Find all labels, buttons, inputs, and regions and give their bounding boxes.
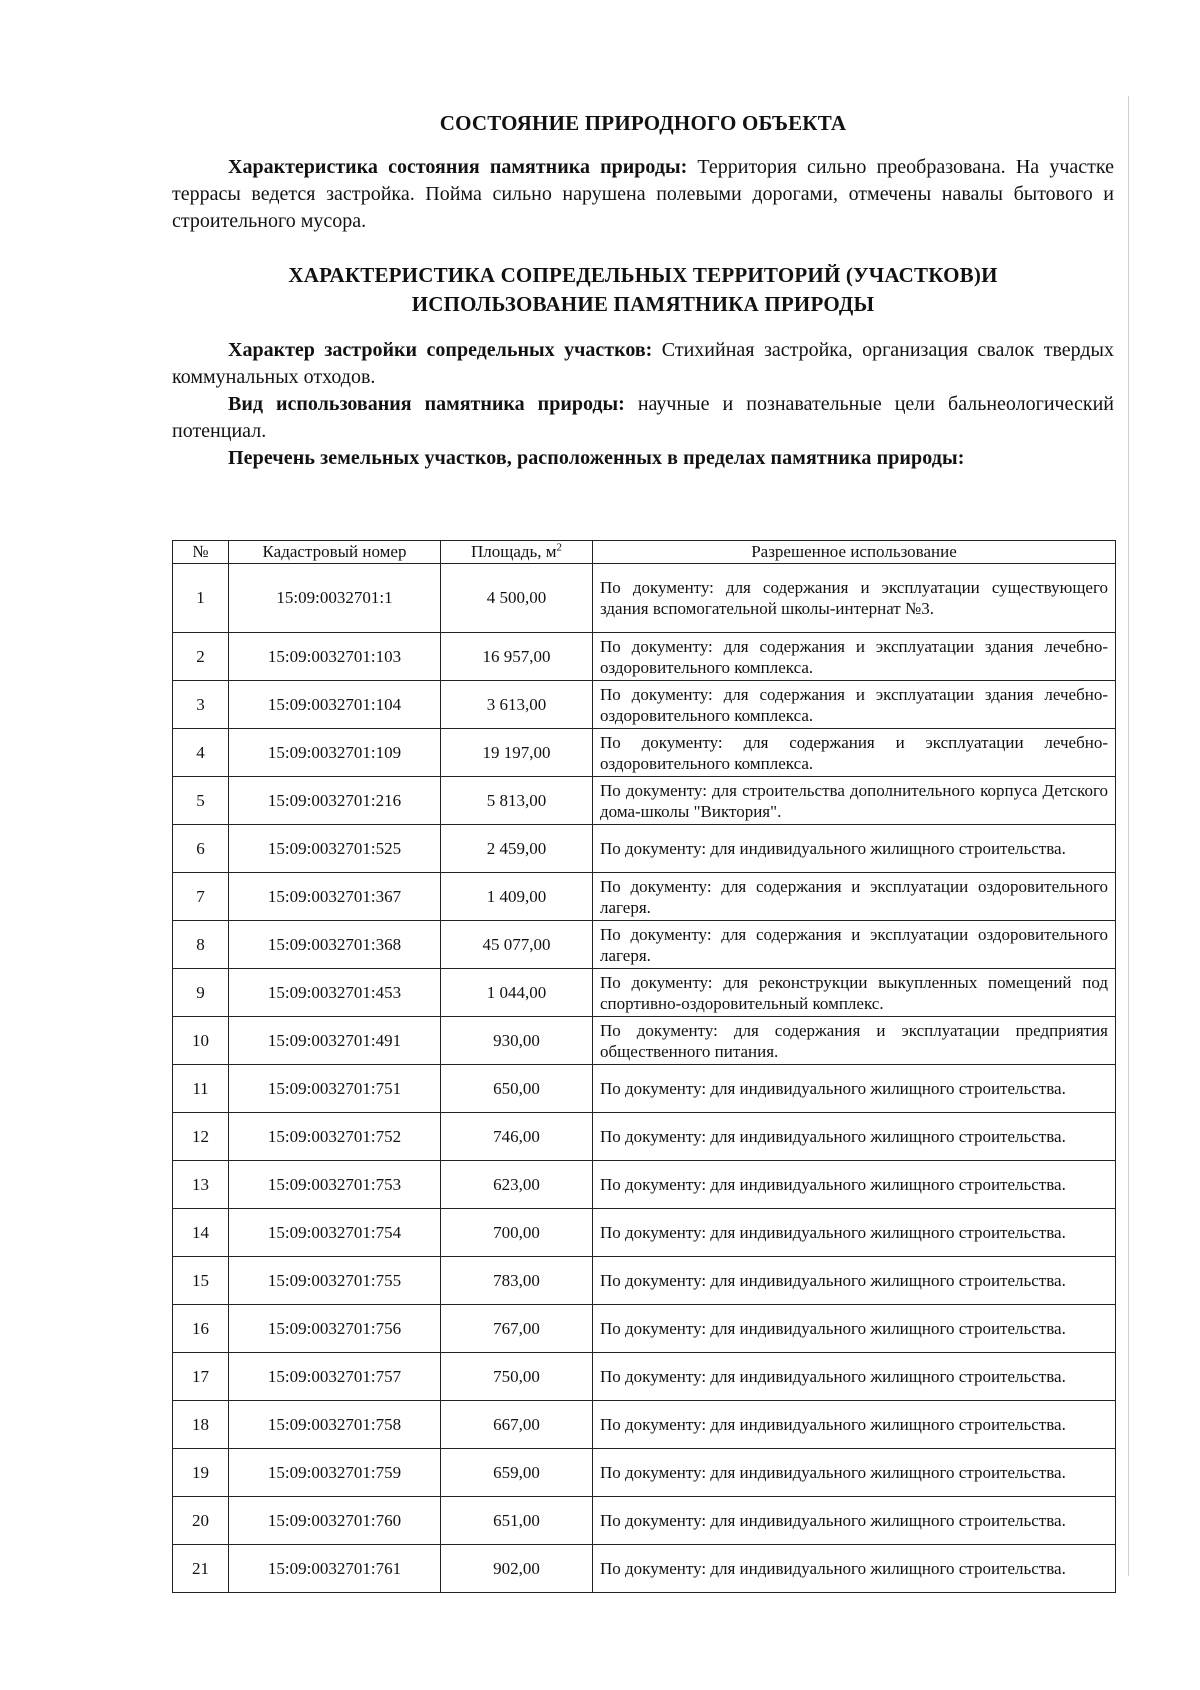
cell-cadastral: 15:09:0032701:216 (229, 777, 441, 825)
cell-area: 650,00 (441, 1065, 593, 1113)
cell-num: 2 (173, 633, 229, 681)
cell-area: 16 957,00 (441, 633, 593, 681)
table-row (173, 1017, 1116, 1065)
cell-usage: По документу: для индивидуального жилищного строительства. (593, 1257, 1116, 1305)
cell-usage: По документу: для индивидуального жилищного строительства. (593, 1401, 1116, 1449)
section-title-line2: ИСПОЛЬЗОВАНИЕ ПАМЯТНИКА ПРИРОДЫ (411, 292, 875, 316)
cell-usage: По документу: для строительства дополнительного корпуса Детского дома-школы "Виктория". (593, 777, 1116, 825)
cell-area: 2 459,00 (441, 825, 593, 873)
cell-cadastral: 15:09:0032701:757 (229, 1353, 441, 1401)
cell-num: 11 (173, 1065, 229, 1113)
cell-area: 1 409,00 (441, 873, 593, 921)
cell-area: 5 813,00 (441, 777, 593, 825)
section-title-state: СОСТОЯНИЕ ПРИРОДНОГО ОБЪЕКТА (439, 111, 847, 135)
cell-usage: По документу: для содержания и эксплуатации оздоровительного лагеря. (593, 873, 1116, 921)
cell-area: 651,00 (441, 1497, 593, 1545)
cell-usage: По документу: для индивидуального жилищного строительства. (593, 1305, 1116, 1353)
cell-cadastral: 15:09:0032701:756 (229, 1305, 441, 1353)
table-row (173, 1161, 1116, 1209)
cell-cadastral: 15:09:0032701:759 (229, 1449, 441, 1497)
cell-area: 19 197,00 (441, 729, 593, 777)
table-row (173, 1497, 1116, 1545)
cell-area: 700,00 (441, 1209, 593, 1257)
cell-usage: По документу: для реконструкции выкупленных помещений под спортивно-оздоровительный комплекс. (593, 969, 1116, 1017)
section-title-line1: ХАРАКТЕРИСТИКА СОПРЕДЕЛЬНЫХ ТЕРРИТОРИЙ (УЧАСТКОВ)И (288, 263, 998, 287)
cell-usage: По документу: для индивидуального жилищного строительства. (593, 1209, 1116, 1257)
cell-cadastral: 15:09:0032701:368 (229, 921, 441, 969)
cell-num: 20 (173, 1497, 229, 1545)
usage-text: научные и познавательные цели бальнеологический потенциал. (172, 393, 1114, 442)
cell-area: 783,00 (441, 1257, 593, 1305)
cell-area: 4 500,00 (441, 564, 593, 633)
cell-usage: По документу: для индивидуального жилищного строительства. (593, 1449, 1116, 1497)
cell-num: 12 (173, 1113, 229, 1161)
table-row (173, 729, 1116, 777)
table-row (173, 1257, 1116, 1305)
table-row (173, 1449, 1116, 1497)
cell-num: 19 (173, 1449, 229, 1497)
cell-area: 623,00 (441, 1161, 593, 1209)
cell-cadastral: 15:09:0032701:755 (229, 1257, 441, 1305)
cell-usage: По документу: для содержания и эксплуатации лечебно-оздоровительного комплекса. (593, 729, 1116, 777)
usage-label: Вид использования памятника природы: (228, 393, 625, 415)
cell-cadastral: 15:09:0032701:751 (229, 1065, 441, 1113)
cell-usage: По документу: для содержания и эксплуатации здания лечебно-оздоровительного комплекса. (593, 633, 1116, 681)
cell-usage: По документу: для содержания и эксплуатации здания лечебно-оздоровительного комплекса. (593, 681, 1116, 729)
cell-num: 14 (173, 1209, 229, 1257)
cell-area: 746,00 (441, 1113, 593, 1161)
cell-cadastral: 15:09:0032701:760 (229, 1497, 441, 1545)
header-area (441, 541, 593, 564)
cell-area: 45 077,00 (441, 921, 593, 969)
table-row (173, 1545, 1116, 1593)
table-row (173, 1113, 1116, 1161)
cell-num: 8 (173, 921, 229, 969)
cell-num: 17 (173, 1353, 229, 1401)
condition-paragraph (172, 154, 1114, 235)
cell-area: 902,00 (441, 1545, 593, 1593)
table-row (173, 777, 1116, 825)
cell-usage: По документу: для индивидуального жилищного строительства. (593, 1161, 1116, 1209)
cell-num: 5 (173, 777, 229, 825)
cell-cadastral: 15:09:0032701:109 (229, 729, 441, 777)
table-row (173, 969, 1116, 1017)
cell-cadastral: 15:09:0032701:752 (229, 1113, 441, 1161)
cell-usage: По документу: для индивидуального жилищного строительства. (593, 1353, 1116, 1401)
condition-text: Территория сильно преобразована. На участке террасы ведется застройка. Пойма сильно нарушена полевыми дорогами, отмечены навалы бытового и строительного мусора. (172, 156, 1114, 232)
development-label: Характер застройки сопредельных участков: (228, 339, 653, 361)
cell-usage: По документу: для индивидуального жилищного строительства. (593, 1545, 1116, 1593)
header-area-label: Площадь, м (470, 542, 557, 561)
table-row (173, 825, 1116, 873)
land-plots-table (172, 540, 1116, 1593)
table-row (173, 681, 1116, 729)
cell-usage: По документу: для индивидуального жилищного строительства. (593, 1113, 1116, 1161)
cell-cadastral: 15:09:0032701:753 (229, 1161, 441, 1209)
cell-usage: По документу: для содержания и эксплуатации предприятия общественного питания. (593, 1017, 1116, 1065)
table-row (173, 1209, 1116, 1257)
cell-num: 3 (173, 681, 229, 729)
cell-num: 15 (173, 1257, 229, 1305)
cell-num: 16 (173, 1305, 229, 1353)
section-title-adjacent (172, 261, 1114, 319)
table-row (173, 1305, 1116, 1353)
cell-num: 7 (173, 873, 229, 921)
document-page (172, 108, 1114, 472)
cell-num: 1 (173, 564, 229, 633)
cell-usage: По документу: для индивидуального жилищного строительства. (593, 825, 1116, 873)
cell-cadastral: 15:09:0032701:758 (229, 1401, 441, 1449)
table-row (173, 633, 1116, 681)
cell-area: 767,00 (441, 1305, 593, 1353)
header-cadastral: Кадастровый номер (229, 541, 441, 564)
table-header-row (173, 541, 1116, 564)
table-body (173, 564, 1116, 1593)
cell-area: 659,00 (441, 1449, 593, 1497)
cell-area: 930,00 (441, 1017, 593, 1065)
cell-usage: По документу: для содержания и эксплуатации оздоровительного лагеря. (593, 921, 1116, 969)
usage-paragraph (172, 391, 1114, 445)
cell-num: 18 (173, 1401, 229, 1449)
cell-area: 667,00 (441, 1401, 593, 1449)
cell-cadastral: 15:09:0032701:104 (229, 681, 441, 729)
development-text: Стихийная застройка, организация свалок твердых коммунальных отходов. (172, 339, 1114, 388)
cell-cadastral: 15:09:0032701:103 (229, 633, 441, 681)
header-usage: Разрешенное использование (593, 541, 1116, 564)
header-num: № (173, 541, 229, 564)
cell-usage: По документу: для индивидуального жилищного строительства. (593, 1065, 1116, 1113)
table-row (173, 1353, 1116, 1401)
condition-label: Характеристика состояния памятника природы: (228, 156, 688, 178)
header-area-sup: 2 (556, 541, 563, 554)
cell-usage: По документу: для индивидуального жилищного строительства. (593, 1497, 1116, 1545)
cell-num: 4 (173, 729, 229, 777)
plots-list-title: Перечень земельных участков, расположенных в пределах памятника природы: (228, 447, 965, 469)
cell-cadastral: 15:09:0032701:754 (229, 1209, 441, 1257)
cell-num: 21 (173, 1545, 229, 1593)
cell-cadastral: 15:09:0032701:491 (229, 1017, 441, 1065)
cell-area: 1 044,00 (441, 969, 593, 1017)
development-paragraph (172, 337, 1114, 391)
cell-num: 6 (173, 825, 229, 873)
table-row (173, 921, 1116, 969)
page-edge-line (1128, 96, 1129, 1576)
cell-num: 13 (173, 1161, 229, 1209)
table-row (173, 873, 1116, 921)
table-row (173, 1065, 1116, 1113)
cell-cadastral: 15:09:0032701:367 (229, 873, 441, 921)
cell-cadastral: 15:09:0032701:525 (229, 825, 441, 873)
table-row (173, 564, 1116, 633)
cell-num: 10 (173, 1017, 229, 1065)
cell-cadastral: 15:09:0032701:453 (229, 969, 441, 1017)
cell-num: 9 (173, 969, 229, 1017)
cell-area: 750,00 (441, 1353, 593, 1401)
cell-cadastral: 15:09:0032701:1 (229, 564, 441, 633)
cell-usage: По документу: для содержания и эксплуатации существующего здания вспомогательной школы-интернат №3. (593, 564, 1116, 633)
cell-cadastral: 15:09:0032701:761 (229, 1545, 441, 1593)
table-row (173, 1401, 1116, 1449)
cell-area: 3 613,00 (441, 681, 593, 729)
